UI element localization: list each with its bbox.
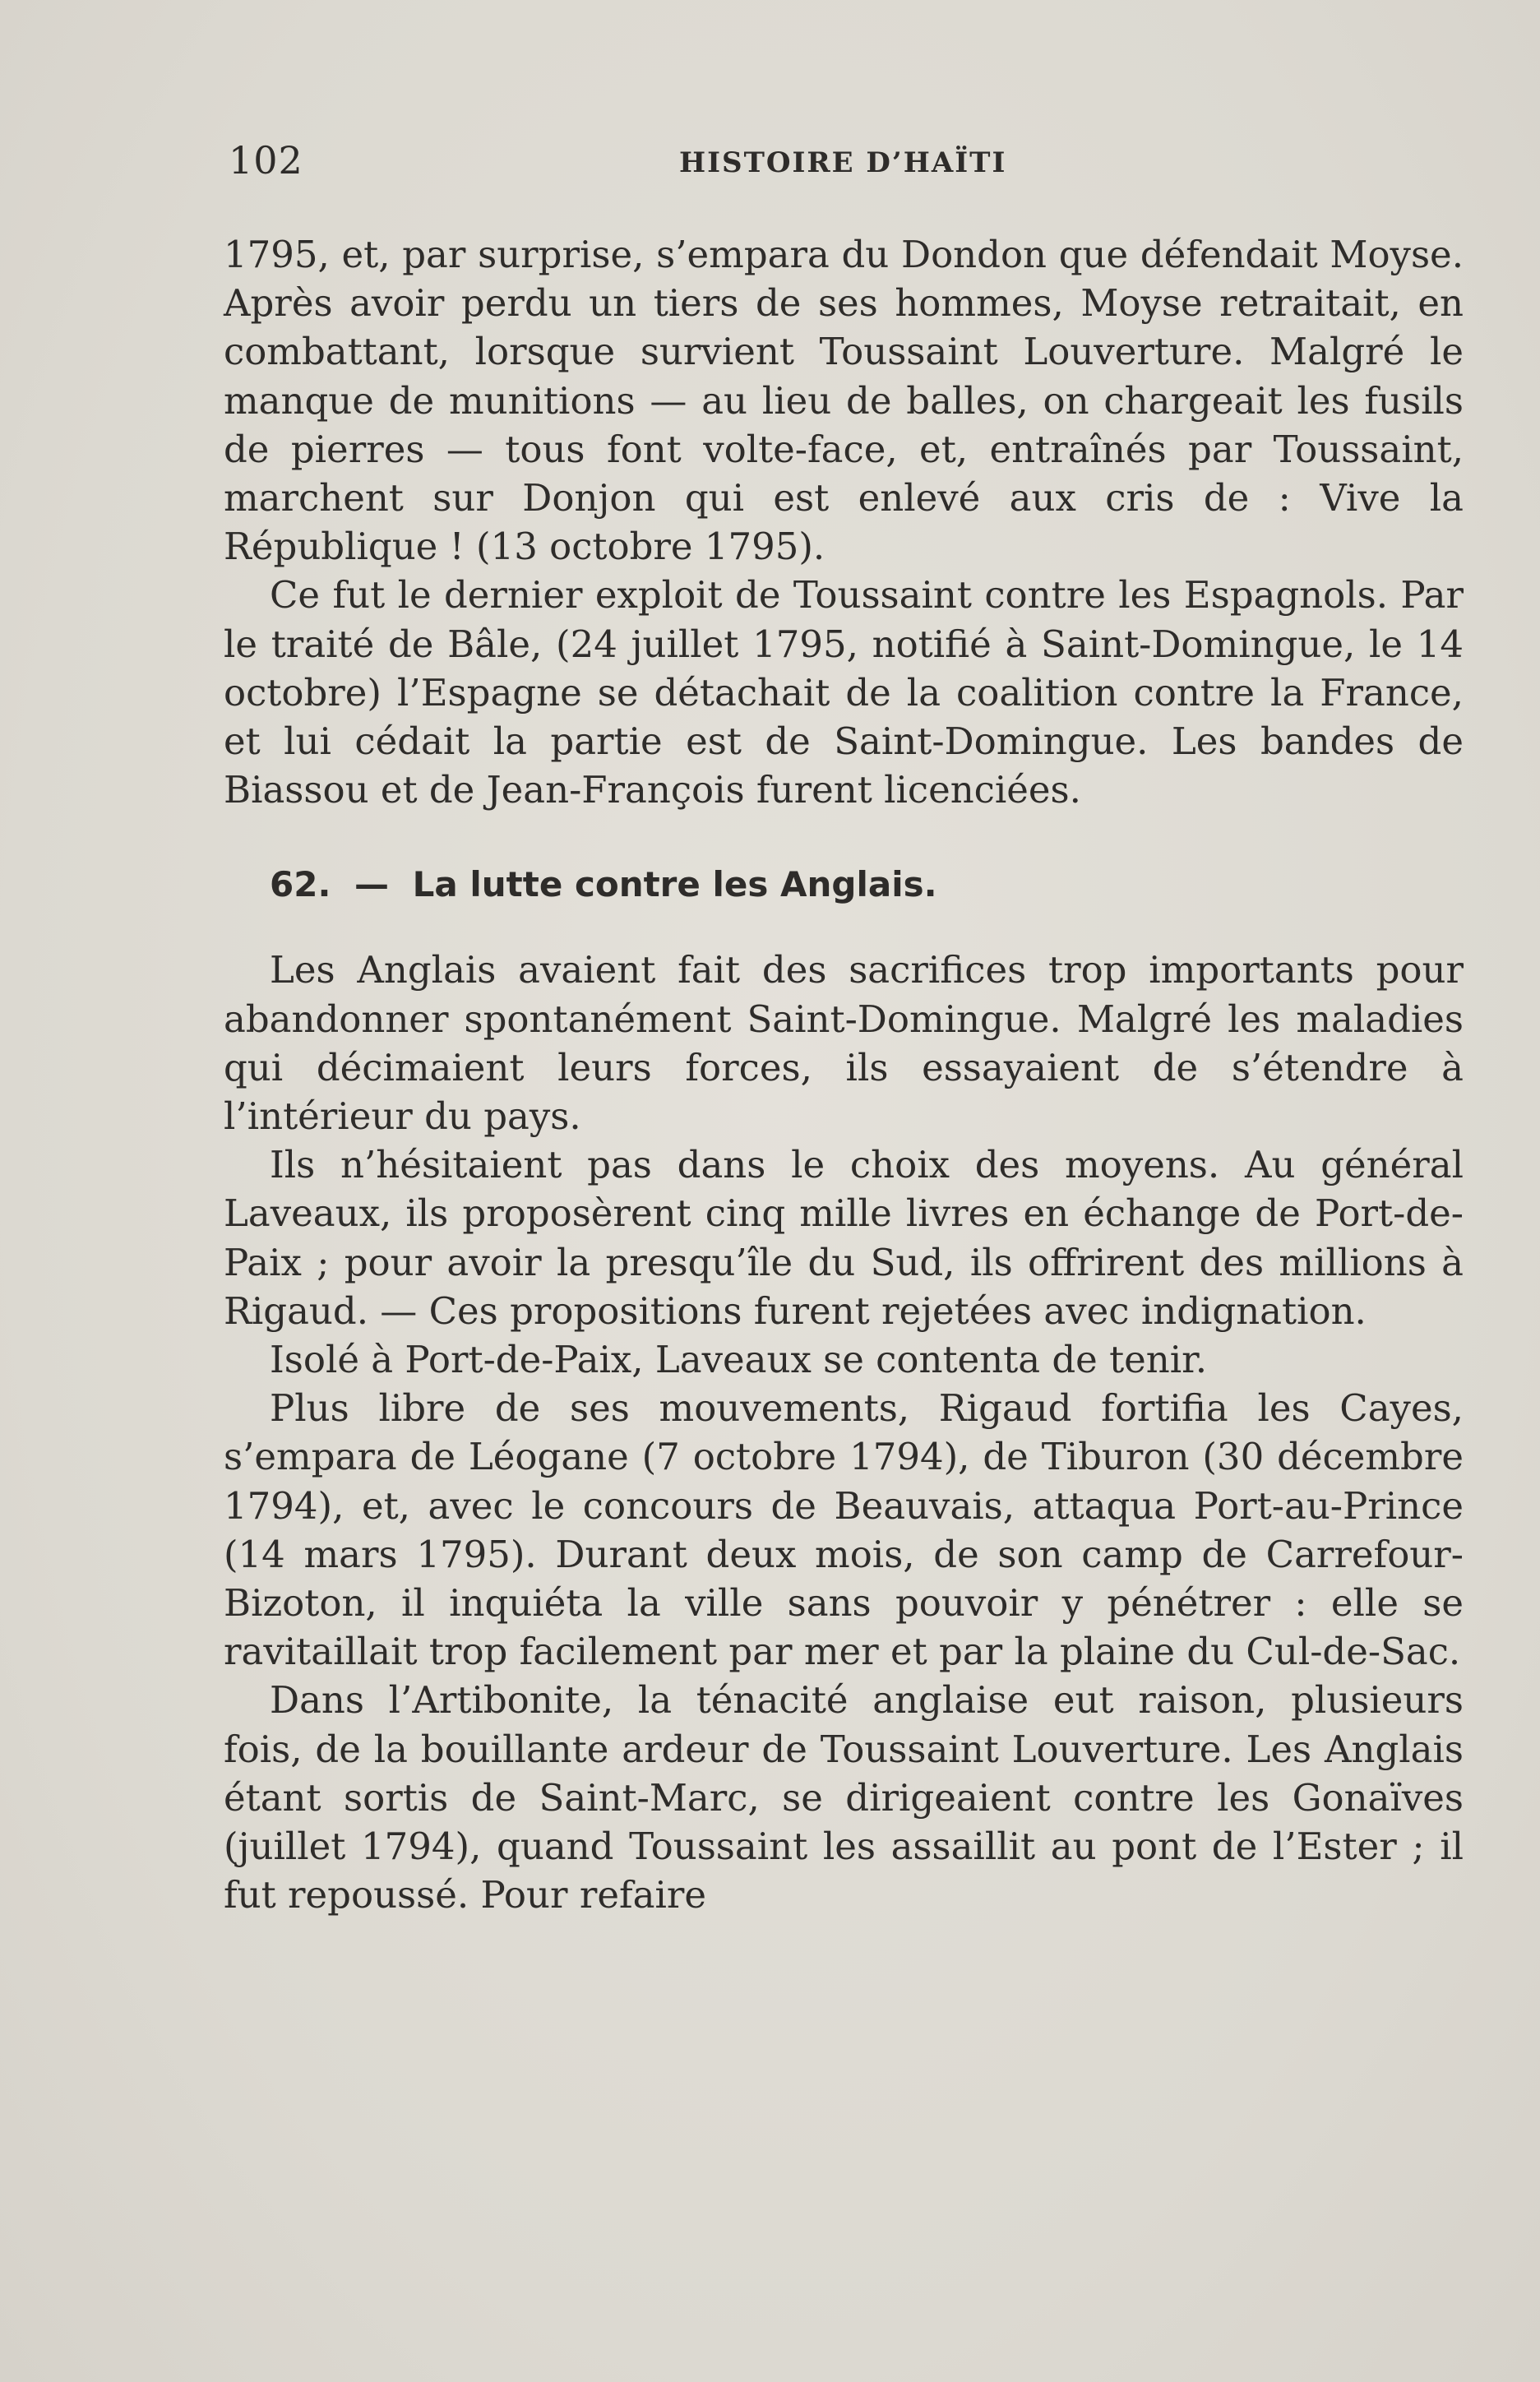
section-title: La lutte contre les Anglais. xyxy=(412,864,937,905)
running-title: HISTOIRE D’HAÏTI xyxy=(679,146,1007,179)
paragraph: Ils n’hésitaient pas dans le choix des moyens. Au général Laveaux, ils proposèrent cinq mille livres en échange de Port-de-Paix ; pour avoir la presqu’île du Sud, ils offrirent des millions à Rigaud. — Ces propositions furent rejetées avec indignation. xyxy=(224,1143,1464,1333)
section-dash: — xyxy=(354,864,390,905)
page-header xyxy=(229,138,1462,187)
page-body xyxy=(224,230,1464,1920)
section-number: 62. xyxy=(270,864,331,905)
paragraph: Plus libre de ses mouvements, Rigaud fortifia les Cayes, s’empara de Léogane (7 octobre 1794), de Tiburon (30 décembre 1794), et, avec le concours de Beauvais, attaqua Port-au-Prince (14 mars 1795). Durant deux mois, de son camp de Carrefour-Bizoton, il inquiéta la ville sans pouvoir y pénétrer : elle se ravitaillait trop facilement par mer et par la plaine du Cul-de-Sac. xyxy=(224,1386,1464,1674)
paragraph: Isolé à Port-de-Paix, Laveaux se contenta de tenir. xyxy=(270,1338,1208,1382)
paragraph: Les Anglais avaient fait des sacrifices trop importants pour abandonner spontanément Saint-Domingue. Malgré les maladies qui décimaient leurs forces, ils essayaient de s’étendre à l’intérieur du pays. xyxy=(224,948,1464,1139)
paragraph: 1795, et, par surprise, s’empara du Dondon que défendait Moyse. Après avoir perdu un tiers de ses hommes, Moyse retraitait, en combattant, lorsque survient Toussaint Louverture. Malgré le manque de munitions — au lieu de balles, on chargeait les fusils de pierres — tous font volte-face, et, entraînés par Toussaint, marchent sur Donjon qui est enlevé aux cris de : Vive la République ! (13 octobre 1795). xyxy=(224,233,1464,569)
section-heading xyxy=(224,860,1464,909)
paragraph: Ce fut le dernier exploit de Toussaint contre les Espagnols. Par le traité de Bâle, (24 juillet 1795, notifié à Saint-Domingue, le 14 octobre) l’Espagne se détachait de la coalition contre la France, et lui cédait la partie est de Saint-Domingue. Les bandes de Biassou et de Jean-François furent licenciées. xyxy=(224,573,1464,812)
paragraph: Dans l’Artibonite, la ténacité anglaise eut raison, plusieurs fois, de la bouillante ardeur de Toussaint Louverture. Les Anglais étant sortis de Saint-Marc, se dirigeaient contre les Gonaïves (juillet 1794), quand Toussaint les assaillit au pont de l’Ester ; il fut repoussé. Pour refaire xyxy=(224,1678,1464,1917)
page-number: 102 xyxy=(229,138,303,183)
